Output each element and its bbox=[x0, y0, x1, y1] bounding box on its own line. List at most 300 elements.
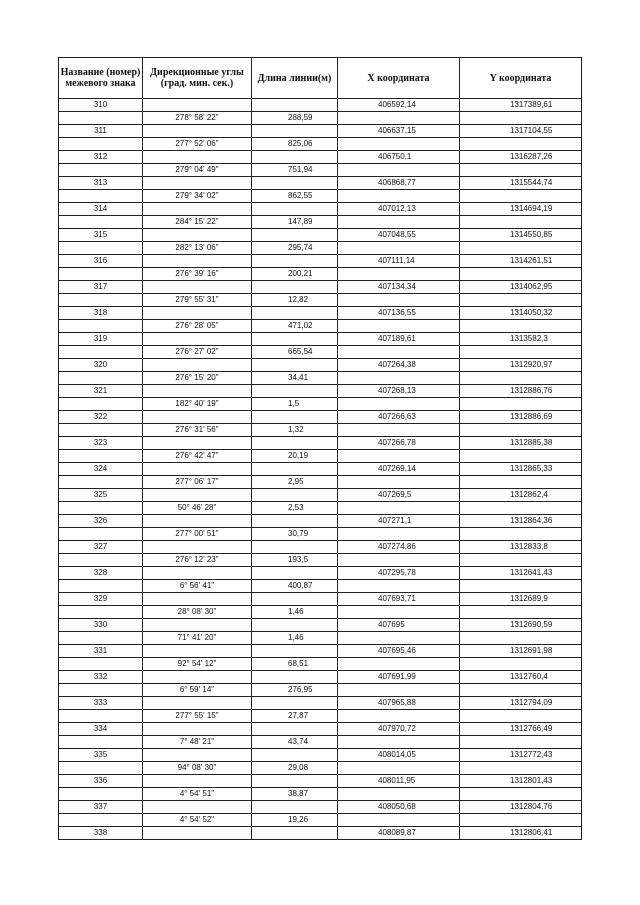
empty-cell bbox=[252, 125, 338, 138]
y-coordinate: 1312804,76 bbox=[460, 801, 582, 814]
table-row bbox=[59, 632, 582, 645]
empty-cell bbox=[143, 203, 252, 216]
y-coordinate: 1312864,36 bbox=[460, 515, 582, 528]
empty-cell bbox=[143, 541, 252, 554]
table-row bbox=[59, 99, 582, 112]
empty-cell bbox=[252, 515, 338, 528]
x-coordinate: 407266,78 bbox=[338, 437, 460, 450]
empty-cell bbox=[252, 255, 338, 268]
empty-cell bbox=[252, 827, 338, 840]
table-row bbox=[59, 814, 582, 827]
table-row bbox=[59, 424, 582, 437]
empty-cell bbox=[143, 489, 252, 502]
table-row bbox=[59, 268, 582, 281]
direction-angle: 279° 04' 49" bbox=[143, 164, 252, 177]
line-length: 27,87 bbox=[252, 710, 338, 723]
empty-cell bbox=[338, 346, 460, 359]
empty-cell bbox=[59, 112, 143, 125]
table-row bbox=[59, 112, 582, 125]
empty-cell bbox=[338, 658, 460, 671]
y-coordinate: 1314550,85 bbox=[460, 229, 582, 242]
table-row bbox=[59, 346, 582, 359]
table-body bbox=[59, 99, 582, 840]
direction-angle: 278° 58' 22" bbox=[143, 112, 252, 125]
direction-angle: 277° 52' 06" bbox=[143, 138, 252, 151]
empty-cell bbox=[143, 281, 252, 294]
empty-cell bbox=[59, 606, 143, 619]
empty-cell bbox=[59, 372, 143, 385]
line-length: 400,87 bbox=[252, 580, 338, 593]
point-number: 320 bbox=[59, 359, 143, 372]
point-number: 324 bbox=[59, 463, 143, 476]
x-coordinate: 407695,46 bbox=[338, 645, 460, 658]
table-row bbox=[59, 476, 582, 489]
line-length: 68,51 bbox=[252, 658, 338, 671]
table-row bbox=[59, 502, 582, 515]
line-length: 1,32 bbox=[252, 424, 338, 437]
empty-cell bbox=[338, 788, 460, 801]
x-coordinate: 406750,1 bbox=[338, 151, 460, 164]
empty-cell bbox=[59, 294, 143, 307]
header-angle: Дирекционные углы (град. мин. сек.) bbox=[143, 58, 252, 99]
empty-cell bbox=[143, 619, 252, 632]
empty-cell bbox=[252, 489, 338, 502]
x-coordinate: 407695 bbox=[338, 619, 460, 632]
line-length: 20,19 bbox=[252, 450, 338, 463]
x-coordinate: 408014,05 bbox=[338, 749, 460, 762]
table-row bbox=[59, 645, 582, 658]
empty-cell bbox=[252, 567, 338, 580]
empty-cell bbox=[143, 827, 252, 840]
empty-cell bbox=[338, 684, 460, 697]
y-coordinate: 1312801,43 bbox=[460, 775, 582, 788]
empty-cell bbox=[338, 112, 460, 125]
line-length: 29,08 bbox=[252, 762, 338, 775]
empty-cell bbox=[59, 424, 143, 437]
direction-angle: 182° 40' 19" bbox=[143, 398, 252, 411]
table-row bbox=[59, 229, 582, 242]
y-coordinate: 1312886,69 bbox=[460, 411, 582, 424]
y-coordinate: 1314694,19 bbox=[460, 203, 582, 216]
empty-cell bbox=[338, 372, 460, 385]
table-row bbox=[59, 580, 582, 593]
table-row bbox=[59, 281, 582, 294]
direction-angle: 276° 15' 20" bbox=[143, 372, 252, 385]
empty-cell bbox=[338, 294, 460, 307]
empty-cell bbox=[460, 164, 582, 177]
point-number: 332 bbox=[59, 671, 143, 684]
empty-cell bbox=[59, 528, 143, 541]
empty-cell bbox=[143, 697, 252, 710]
empty-cell bbox=[460, 606, 582, 619]
y-coordinate: 1312641,43 bbox=[460, 567, 582, 580]
x-coordinate: 407266,63 bbox=[338, 411, 460, 424]
table-row bbox=[59, 541, 582, 554]
point-number: 337 bbox=[59, 801, 143, 814]
empty-cell bbox=[59, 164, 143, 177]
x-coordinate: 406868,77 bbox=[338, 177, 460, 190]
empty-cell bbox=[143, 567, 252, 580]
line-length: 825,06 bbox=[252, 138, 338, 151]
x-coordinate: 406592,14 bbox=[338, 99, 460, 112]
empty-cell bbox=[143, 801, 252, 814]
line-length: 751,94 bbox=[252, 164, 338, 177]
line-length: 276,95 bbox=[252, 684, 338, 697]
empty-cell bbox=[143, 671, 252, 684]
y-coordinate: 1313582,3 bbox=[460, 333, 582, 346]
y-coordinate: 1314062,95 bbox=[460, 281, 582, 294]
table-row bbox=[59, 736, 582, 749]
empty-cell bbox=[143, 749, 252, 762]
x-coordinate: 407111,14 bbox=[338, 255, 460, 268]
y-coordinate: 1317104,55 bbox=[460, 125, 582, 138]
empty-cell bbox=[460, 528, 582, 541]
empty-cell bbox=[460, 450, 582, 463]
empty-cell bbox=[460, 658, 582, 671]
table-row bbox=[59, 333, 582, 346]
empty-cell bbox=[59, 788, 143, 801]
line-length: 34,41 bbox=[252, 372, 338, 385]
point-number: 311 bbox=[59, 125, 143, 138]
x-coordinate: 406637,15 bbox=[338, 125, 460, 138]
empty-cell bbox=[252, 359, 338, 372]
empty-cell bbox=[338, 242, 460, 255]
direction-angle: 6° 56' 41" bbox=[143, 580, 252, 593]
empty-cell bbox=[460, 736, 582, 749]
line-length: 2,95 bbox=[252, 476, 338, 489]
empty-cell bbox=[338, 398, 460, 411]
direction-angle: 277° 00' 51" bbox=[143, 528, 252, 541]
empty-cell bbox=[338, 320, 460, 333]
empty-cell bbox=[338, 814, 460, 827]
header-x: X координата bbox=[338, 58, 460, 99]
line-length: 862,55 bbox=[252, 190, 338, 203]
direction-angle: 6° 59' 14" bbox=[143, 684, 252, 697]
empty-cell bbox=[252, 281, 338, 294]
line-length: 1,46 bbox=[252, 632, 338, 645]
empty-cell bbox=[252, 749, 338, 762]
empty-cell bbox=[143, 229, 252, 242]
empty-cell bbox=[143, 593, 252, 606]
y-coordinate: 1312760,4 bbox=[460, 671, 582, 684]
empty-cell bbox=[338, 580, 460, 593]
empty-cell bbox=[338, 606, 460, 619]
empty-cell bbox=[460, 580, 582, 593]
direction-angle: 277° 55' 15" bbox=[143, 710, 252, 723]
empty-cell bbox=[460, 684, 582, 697]
table-row bbox=[59, 606, 582, 619]
point-number: 313 bbox=[59, 177, 143, 190]
empty-cell bbox=[143, 151, 252, 164]
empty-cell bbox=[143, 437, 252, 450]
table-row bbox=[59, 515, 582, 528]
y-coordinate: 1312766,49 bbox=[460, 723, 582, 736]
empty-cell bbox=[252, 177, 338, 190]
empty-cell bbox=[460, 138, 582, 151]
y-coordinate: 1312691,98 bbox=[460, 645, 582, 658]
point-number: 325 bbox=[59, 489, 143, 502]
line-length: 12,82 bbox=[252, 294, 338, 307]
x-coordinate: 407271,1 bbox=[338, 515, 460, 528]
direction-angle: 28° 08' 30" bbox=[143, 606, 252, 619]
table-header-row bbox=[59, 58, 582, 99]
point-number: 335 bbox=[59, 749, 143, 762]
point-number: 327 bbox=[59, 541, 143, 554]
y-coordinate: 1312886,76 bbox=[460, 385, 582, 398]
table-row bbox=[59, 385, 582, 398]
empty-cell bbox=[143, 515, 252, 528]
y-coordinate: 1312862,4 bbox=[460, 489, 582, 502]
point-number: 334 bbox=[59, 723, 143, 736]
y-coordinate: 1312833,8 bbox=[460, 541, 582, 554]
empty-cell bbox=[59, 658, 143, 671]
point-number: 316 bbox=[59, 255, 143, 268]
empty-cell bbox=[143, 723, 252, 736]
table-row bbox=[59, 437, 582, 450]
empty-cell bbox=[252, 541, 338, 554]
empty-cell bbox=[460, 242, 582, 255]
y-coordinate: 1312920,97 bbox=[460, 359, 582, 372]
empty-cell bbox=[252, 203, 338, 216]
empty-cell bbox=[59, 190, 143, 203]
point-number: 312 bbox=[59, 151, 143, 164]
line-length: 19,26 bbox=[252, 814, 338, 827]
empty-cell bbox=[59, 398, 143, 411]
empty-cell bbox=[59, 684, 143, 697]
table-row bbox=[59, 294, 582, 307]
empty-cell bbox=[338, 554, 460, 567]
table-row bbox=[59, 775, 582, 788]
point-number: 322 bbox=[59, 411, 143, 424]
table-row bbox=[59, 554, 582, 567]
table-row bbox=[59, 658, 582, 671]
empty-cell bbox=[143, 645, 252, 658]
line-length: 193,5 bbox=[252, 554, 338, 567]
empty-cell bbox=[460, 112, 582, 125]
y-coordinate: 1315544,74 bbox=[460, 177, 582, 190]
table-row bbox=[59, 151, 582, 164]
empty-cell bbox=[143, 99, 252, 112]
direction-angle: 276° 42' 47" bbox=[143, 450, 252, 463]
empty-cell bbox=[59, 814, 143, 827]
table-row bbox=[59, 398, 582, 411]
empty-cell bbox=[252, 671, 338, 684]
empty-cell bbox=[143, 125, 252, 138]
table-row bbox=[59, 138, 582, 151]
empty-cell bbox=[338, 450, 460, 463]
table-row bbox=[59, 788, 582, 801]
direction-angle: 92° 54' 12" bbox=[143, 658, 252, 671]
direction-angle: 94° 08' 30" bbox=[143, 762, 252, 775]
empty-cell bbox=[252, 463, 338, 476]
table-row bbox=[59, 593, 582, 606]
direction-angle: 282° 13' 06" bbox=[143, 242, 252, 255]
empty-cell bbox=[252, 99, 338, 112]
line-length: 147,89 bbox=[252, 216, 338, 229]
empty-cell bbox=[338, 502, 460, 515]
point-number: 336 bbox=[59, 775, 143, 788]
direction-angle: 276° 39' 16" bbox=[143, 268, 252, 281]
x-coordinate: 407012,13 bbox=[338, 203, 460, 216]
y-coordinate: 1312794,09 bbox=[460, 697, 582, 710]
direction-angle: 279° 34' 02" bbox=[143, 190, 252, 203]
point-number: 328 bbox=[59, 567, 143, 580]
empty-cell bbox=[59, 320, 143, 333]
empty-cell bbox=[460, 710, 582, 723]
empty-cell bbox=[59, 450, 143, 463]
empty-cell bbox=[460, 554, 582, 567]
empty-cell bbox=[338, 762, 460, 775]
line-length: 1,46 bbox=[252, 606, 338, 619]
line-length: 471,02 bbox=[252, 320, 338, 333]
direction-angle: 277° 06' 17" bbox=[143, 476, 252, 489]
empty-cell bbox=[252, 437, 338, 450]
empty-cell bbox=[143, 359, 252, 372]
empty-cell bbox=[59, 216, 143, 229]
y-coordinate: 1312690,59 bbox=[460, 619, 582, 632]
x-coordinate: 407134,34 bbox=[338, 281, 460, 294]
empty-cell bbox=[59, 710, 143, 723]
line-length: 200,21 bbox=[252, 268, 338, 281]
y-coordinate: 1312772,43 bbox=[460, 749, 582, 762]
y-coordinate: 1314050,32 bbox=[460, 307, 582, 320]
table-row bbox=[59, 762, 582, 775]
empty-cell bbox=[143, 463, 252, 476]
y-coordinate: 1312865,33 bbox=[460, 463, 582, 476]
empty-cell bbox=[338, 528, 460, 541]
direction-angle: 276° 27' 02" bbox=[143, 346, 252, 359]
empty-cell bbox=[252, 723, 338, 736]
x-coordinate: 407264,38 bbox=[338, 359, 460, 372]
empty-cell bbox=[338, 190, 460, 203]
empty-cell bbox=[338, 268, 460, 281]
header-name: Название (номер) межевого знака bbox=[59, 58, 143, 99]
empty-cell bbox=[59, 502, 143, 515]
y-coordinate: 1312689,9 bbox=[460, 593, 582, 606]
empty-cell bbox=[460, 502, 582, 515]
point-number: 331 bbox=[59, 645, 143, 658]
empty-cell bbox=[143, 333, 252, 346]
point-number: 314 bbox=[59, 203, 143, 216]
point-number: 323 bbox=[59, 437, 143, 450]
table-row bbox=[59, 190, 582, 203]
x-coordinate: 407136,55 bbox=[338, 307, 460, 320]
table-row bbox=[59, 567, 582, 580]
point-number: 310 bbox=[59, 99, 143, 112]
line-length: 2,53 bbox=[252, 502, 338, 515]
y-coordinate: 1316287,26 bbox=[460, 151, 582, 164]
table-row bbox=[59, 684, 582, 697]
empty-cell bbox=[252, 229, 338, 242]
empty-cell bbox=[143, 775, 252, 788]
empty-cell bbox=[460, 788, 582, 801]
x-coordinate: 407268,13 bbox=[338, 385, 460, 398]
table-row bbox=[59, 463, 582, 476]
table-row bbox=[59, 372, 582, 385]
empty-cell bbox=[59, 632, 143, 645]
line-length: 30,79 bbox=[252, 528, 338, 541]
point-number: 321 bbox=[59, 385, 143, 398]
empty-cell bbox=[59, 736, 143, 749]
line-length: 1,5 bbox=[252, 398, 338, 411]
empty-cell bbox=[338, 424, 460, 437]
table-row bbox=[59, 528, 582, 541]
empty-cell bbox=[59, 138, 143, 151]
direction-angle: 276° 31' 56" bbox=[143, 424, 252, 437]
y-coordinate: 1312806,41 bbox=[460, 827, 582, 840]
coordinates-table bbox=[58, 57, 582, 840]
empty-cell bbox=[252, 645, 338, 658]
empty-cell bbox=[143, 177, 252, 190]
y-coordinate: 1312885,38 bbox=[460, 437, 582, 450]
direction-angle: 276° 12' 23" bbox=[143, 554, 252, 567]
empty-cell bbox=[252, 151, 338, 164]
table-row bbox=[59, 307, 582, 320]
empty-cell bbox=[143, 411, 252, 424]
point-number: 326 bbox=[59, 515, 143, 528]
empty-cell bbox=[338, 632, 460, 645]
empty-cell bbox=[252, 775, 338, 788]
table-row bbox=[59, 216, 582, 229]
empty-cell bbox=[460, 320, 582, 333]
y-coordinate: 1317389,61 bbox=[460, 99, 582, 112]
table-row bbox=[59, 827, 582, 840]
table-row bbox=[59, 320, 582, 333]
empty-cell bbox=[338, 736, 460, 749]
x-coordinate: 407693,71 bbox=[338, 593, 460, 606]
empty-cell bbox=[338, 710, 460, 723]
line-length: 43,74 bbox=[252, 736, 338, 749]
table-row bbox=[59, 619, 582, 632]
line-length: 38,87 bbox=[252, 788, 338, 801]
table-row bbox=[59, 671, 582, 684]
empty-cell bbox=[143, 255, 252, 268]
table-row bbox=[59, 697, 582, 710]
empty-cell bbox=[59, 346, 143, 359]
empty-cell bbox=[460, 424, 582, 437]
empty-cell bbox=[460, 268, 582, 281]
point-number: 315 bbox=[59, 229, 143, 242]
line-length: 665,54 bbox=[252, 346, 338, 359]
x-coordinate: 407691,99 bbox=[338, 671, 460, 684]
table-row bbox=[59, 359, 582, 372]
table-row bbox=[59, 710, 582, 723]
empty-cell bbox=[59, 476, 143, 489]
point-number: 317 bbox=[59, 281, 143, 294]
empty-cell bbox=[338, 216, 460, 229]
x-coordinate: 408089,87 bbox=[338, 827, 460, 840]
table-row bbox=[59, 203, 582, 216]
x-coordinate: 407048,55 bbox=[338, 229, 460, 242]
empty-cell bbox=[460, 814, 582, 827]
empty-cell bbox=[460, 190, 582, 203]
empty-cell bbox=[460, 762, 582, 775]
empty-cell bbox=[252, 307, 338, 320]
empty-cell bbox=[460, 476, 582, 489]
direction-angle: 71° 41' 20" bbox=[143, 632, 252, 645]
empty-cell bbox=[252, 593, 338, 606]
point-number: 319 bbox=[59, 333, 143, 346]
direction-angle: 7° 48' 21" bbox=[143, 736, 252, 749]
empty-cell bbox=[59, 242, 143, 255]
empty-cell bbox=[143, 385, 252, 398]
direction-angle: 4° 54' 52" bbox=[143, 814, 252, 827]
empty-cell bbox=[59, 554, 143, 567]
table-row bbox=[59, 723, 582, 736]
empty-cell bbox=[252, 385, 338, 398]
empty-cell bbox=[460, 294, 582, 307]
x-coordinate: 407269,14 bbox=[338, 463, 460, 476]
